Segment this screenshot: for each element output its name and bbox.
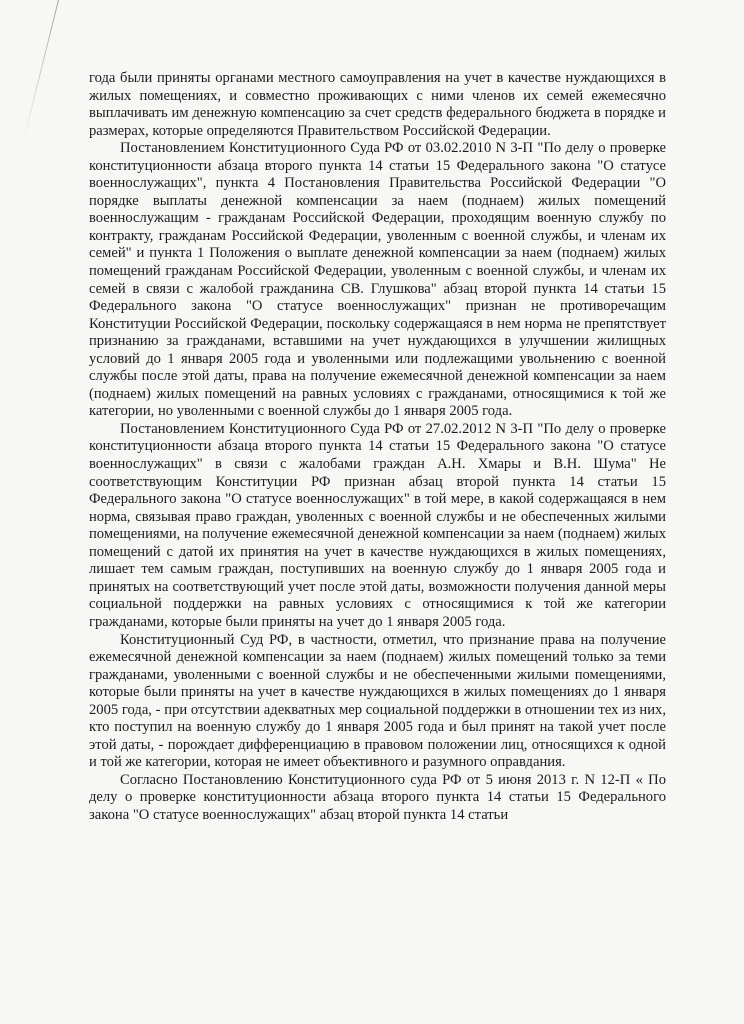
paragraph-ruling-2012: Постановлением Конституционного Суда РФ от 27.02.2012 N 3-П "По делу о проверке конституционности абзаца второго пункта 14 статьи 15 Федерального закона "О статусе военнослужащих" в связи с жалобами граждан А.Н. Хмары и В.Н. Шума" Не соответствующим Конституции РФ признан абзац второй пункта 14 статьи 15 Федерального закона "О статусе военнослужащих" в той мере, в какой содержащаяся в нем норма, связывая право граждан, уволенных с военной службы и не обеспеченных жилыми помещениями, на получение ежемесячной денежной компенсации за наем (поднаем) жилых помещений с датой их принятия на учет в качестве нуждающихся в жилых помещениях, лишает тем самым граждан, поступивших на военную службу до 1 января 2005 года и принятых на соответствующий учет после этой даты, возможности получения данной меры социальной поддержки на равных условиях с относящимися к той же категории гражданами, которые были приняты на учет до 1 января 2005 года. (89, 420, 666, 630)
paragraph-ruling-2010: Постановлением Конституционного Суда РФ от 03.02.2010 N 3-П "По делу о проверке конституционности абзаца второго пункта 14 статьи 15 Федерального закона "О статусе военнослужащих", пункта 4 Постановления Правительства Российской Федерации "О порядке выплаты денежной компенсации за наем (поднаем) жилых помещений военнослужащим - гражданам Российской Федерации, проходящим военную службу по контракту, гражданам Российской Федерации, уволенным с военной службы, и членам их семей" и пункта 1 Положения о выплате денежной компенсации за наем (поднаем) жилых помещений гражданам Российской Федерации, уволенным с военной службы, и членам их семей в связи с жалобой гражданина СВ. Глушкова" абзац второй пункта 14 статьи 15 Федерального закона "О статусе военнослужащих" признан не противоречащим Конституции Российской Федерации, поскольку содержащаяся в нем норма не препятствует признанию за гражданами, вставшими на учет нуждающихся в улучшении жилищных условий до 1 января 2005 года и уволенными или подлежащими увольнению с военной службы после этой даты, права на получение ежемесячной денежной компенсации за наем (поднаем) жилых помещений на равных условиях с гражданами, относящимися к той же категории, но уволенными с военной службы до 1 января 2005 года. (89, 140, 666, 420)
paragraph-court-note: Конституционный Суд РФ, в частности, отметил, что признание права на получение ежемесячной денежной компенсации за наем (поднаем) жилых помещений только за теми гражданами, уволенными с военной службы и не обеспеченными жилыми помещениями, которые были приняты на учет в качестве нуждающихся в жилых помещениях до 1 января 2005 года, - при отсутствии адекватных мер социальной поддержки в отношении тех из них, кто поступил на военную службу до 1 января 2005 года и был принят на такой учет после этой даты, - порождает дифференциацию в правовом положении лиц, относящихся к одной и той же категории, которая не имеет объективного и разумного оправдания. (89, 631, 666, 771)
paragraph-ruling-2013: Согласно Постановлению Конституционного суда РФ от 5 июня 2013 г. N 12-П « По делу о проверке конституционности абзаца второго пункта 14 статьи 15 Федерального закона "О статусе военнослужащих" абзац второй пункта 14 статьи (89, 771, 666, 823)
scan-edge-line (22, 0, 59, 146)
document-body (89, 70, 666, 825)
paragraph-continuation: года были приняты органами местного самоуправления на учет в качестве нуждающихся в жилых помещениях, и совместно проживающих с ними членов их семей ежемесячно выплачивать им денежную компенсацию за счет средств федерального бюджета в порядке и размерах, которые определяются Правительством Российской Федерации. (89, 70, 666, 139)
